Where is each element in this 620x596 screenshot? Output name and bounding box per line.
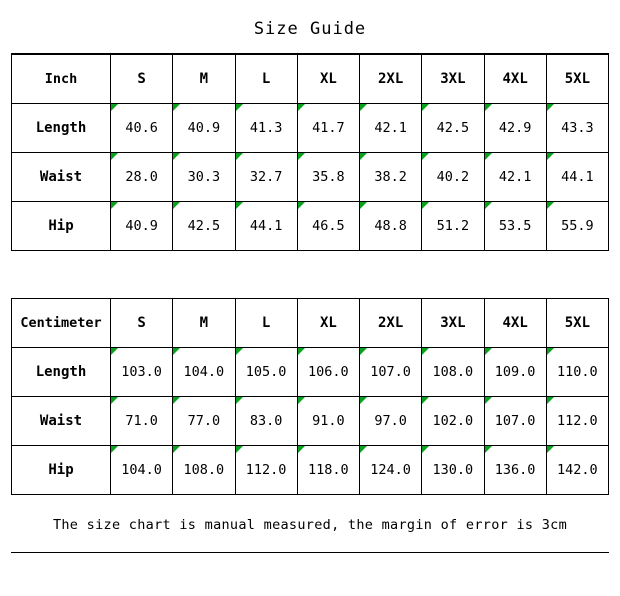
cell-value: 40.2 (422, 153, 484, 202)
bottom-divider (11, 552, 609, 553)
cell-value: 41.7 (297, 104, 359, 153)
column-header: L (235, 55, 297, 104)
row-label: Hip (12, 446, 111, 495)
column-header: XL (297, 55, 359, 104)
cell-value: 103.0 (111, 348, 173, 397)
row-label: Hip (12, 202, 111, 251)
cell-value: 130.0 (422, 446, 484, 495)
size-table-centimeter (11, 298, 609, 495)
cell-value: 42.5 (173, 202, 235, 251)
row-label: Waist (12, 397, 111, 446)
cell-value: 48.8 (360, 202, 422, 251)
cell-value: 107.0 (360, 348, 422, 397)
cell-value: 124.0 (360, 446, 422, 495)
cell-value: 51.2 (422, 202, 484, 251)
cell-value: 38.2 (360, 153, 422, 202)
cell-value: 108.0 (422, 348, 484, 397)
size-table-inch (11, 54, 609, 251)
cell-value: 104.0 (111, 446, 173, 495)
cell-value: 83.0 (235, 397, 297, 446)
cell-value: 77.0 (173, 397, 235, 446)
column-header: M (173, 55, 235, 104)
row-label: Length (12, 348, 111, 397)
cell-value: 40.9 (111, 202, 173, 251)
cell-value: 102.0 (422, 397, 484, 446)
table-header-row (12, 299, 609, 348)
row-label: Waist (12, 153, 111, 202)
cell-value: 108.0 (173, 446, 235, 495)
column-header: L (235, 299, 297, 348)
cell-value: 112.0 (235, 446, 297, 495)
cell-value: 32.7 (235, 153, 297, 202)
cell-value: 107.0 (484, 397, 546, 446)
column-header: M (173, 299, 235, 348)
cell-value: 44.1 (546, 153, 608, 202)
column-header: XL (297, 299, 359, 348)
cell-value: 42.5 (422, 104, 484, 153)
column-header: S (111, 299, 173, 348)
cell-value: 71.0 (111, 397, 173, 446)
page-title: Size Guide (253, 19, 367, 39)
column-header: 3XL (422, 55, 484, 104)
cell-value: 30.3 (173, 153, 235, 202)
cell-value: 40.9 (173, 104, 235, 153)
cell-value: 110.0 (546, 348, 608, 397)
table-row (12, 104, 609, 153)
cell-value: 46.5 (297, 202, 359, 251)
table-row (12, 348, 609, 397)
column-header: 2XL (360, 299, 422, 348)
measurement-disclaimer: The size chart is manual measured, the margin of error is 3cm (52, 517, 568, 533)
table-row (12, 202, 609, 251)
cell-value: 136.0 (484, 446, 546, 495)
cell-value: 44.1 (235, 202, 297, 251)
cell-value: 35.8 (297, 153, 359, 202)
cell-value: 42.9 (484, 104, 546, 153)
cell-value: 42.1 (484, 153, 546, 202)
cell-value: 112.0 (546, 397, 608, 446)
table-row (12, 153, 609, 202)
cell-value: 91.0 (297, 397, 359, 446)
cell-value: 43.3 (546, 104, 608, 153)
table-row (12, 397, 609, 446)
cell-value: 41.3 (235, 104, 297, 153)
cell-value: 28.0 (111, 153, 173, 202)
unit-label-inch: Inch (12, 55, 111, 104)
column-header: 5XL (546, 299, 608, 348)
cell-value: 55.9 (546, 202, 608, 251)
cell-value: 109.0 (484, 348, 546, 397)
unit-label-centimeter: Centimeter (12, 299, 111, 348)
table-gap (0, 251, 620, 298)
column-header: S (111, 55, 173, 104)
column-header: 3XL (422, 299, 484, 348)
column-header: 5XL (546, 55, 608, 104)
column-header: 4XL (484, 55, 546, 104)
cell-value: 105.0 (235, 348, 297, 397)
table-row (12, 446, 609, 495)
cell-value: 53.5 (484, 202, 546, 251)
row-label: Length (12, 104, 111, 153)
cell-value: 40.6 (111, 104, 173, 153)
cell-value: 97.0 (360, 397, 422, 446)
column-header: 4XL (484, 299, 546, 348)
cell-value: 118.0 (297, 446, 359, 495)
cell-value: 104.0 (173, 348, 235, 397)
cell-value: 42.1 (360, 104, 422, 153)
cell-value: 142.0 (546, 446, 608, 495)
column-header: 2XL (360, 55, 422, 104)
cell-value: 106.0 (297, 348, 359, 397)
table-header-row (12, 55, 609, 104)
